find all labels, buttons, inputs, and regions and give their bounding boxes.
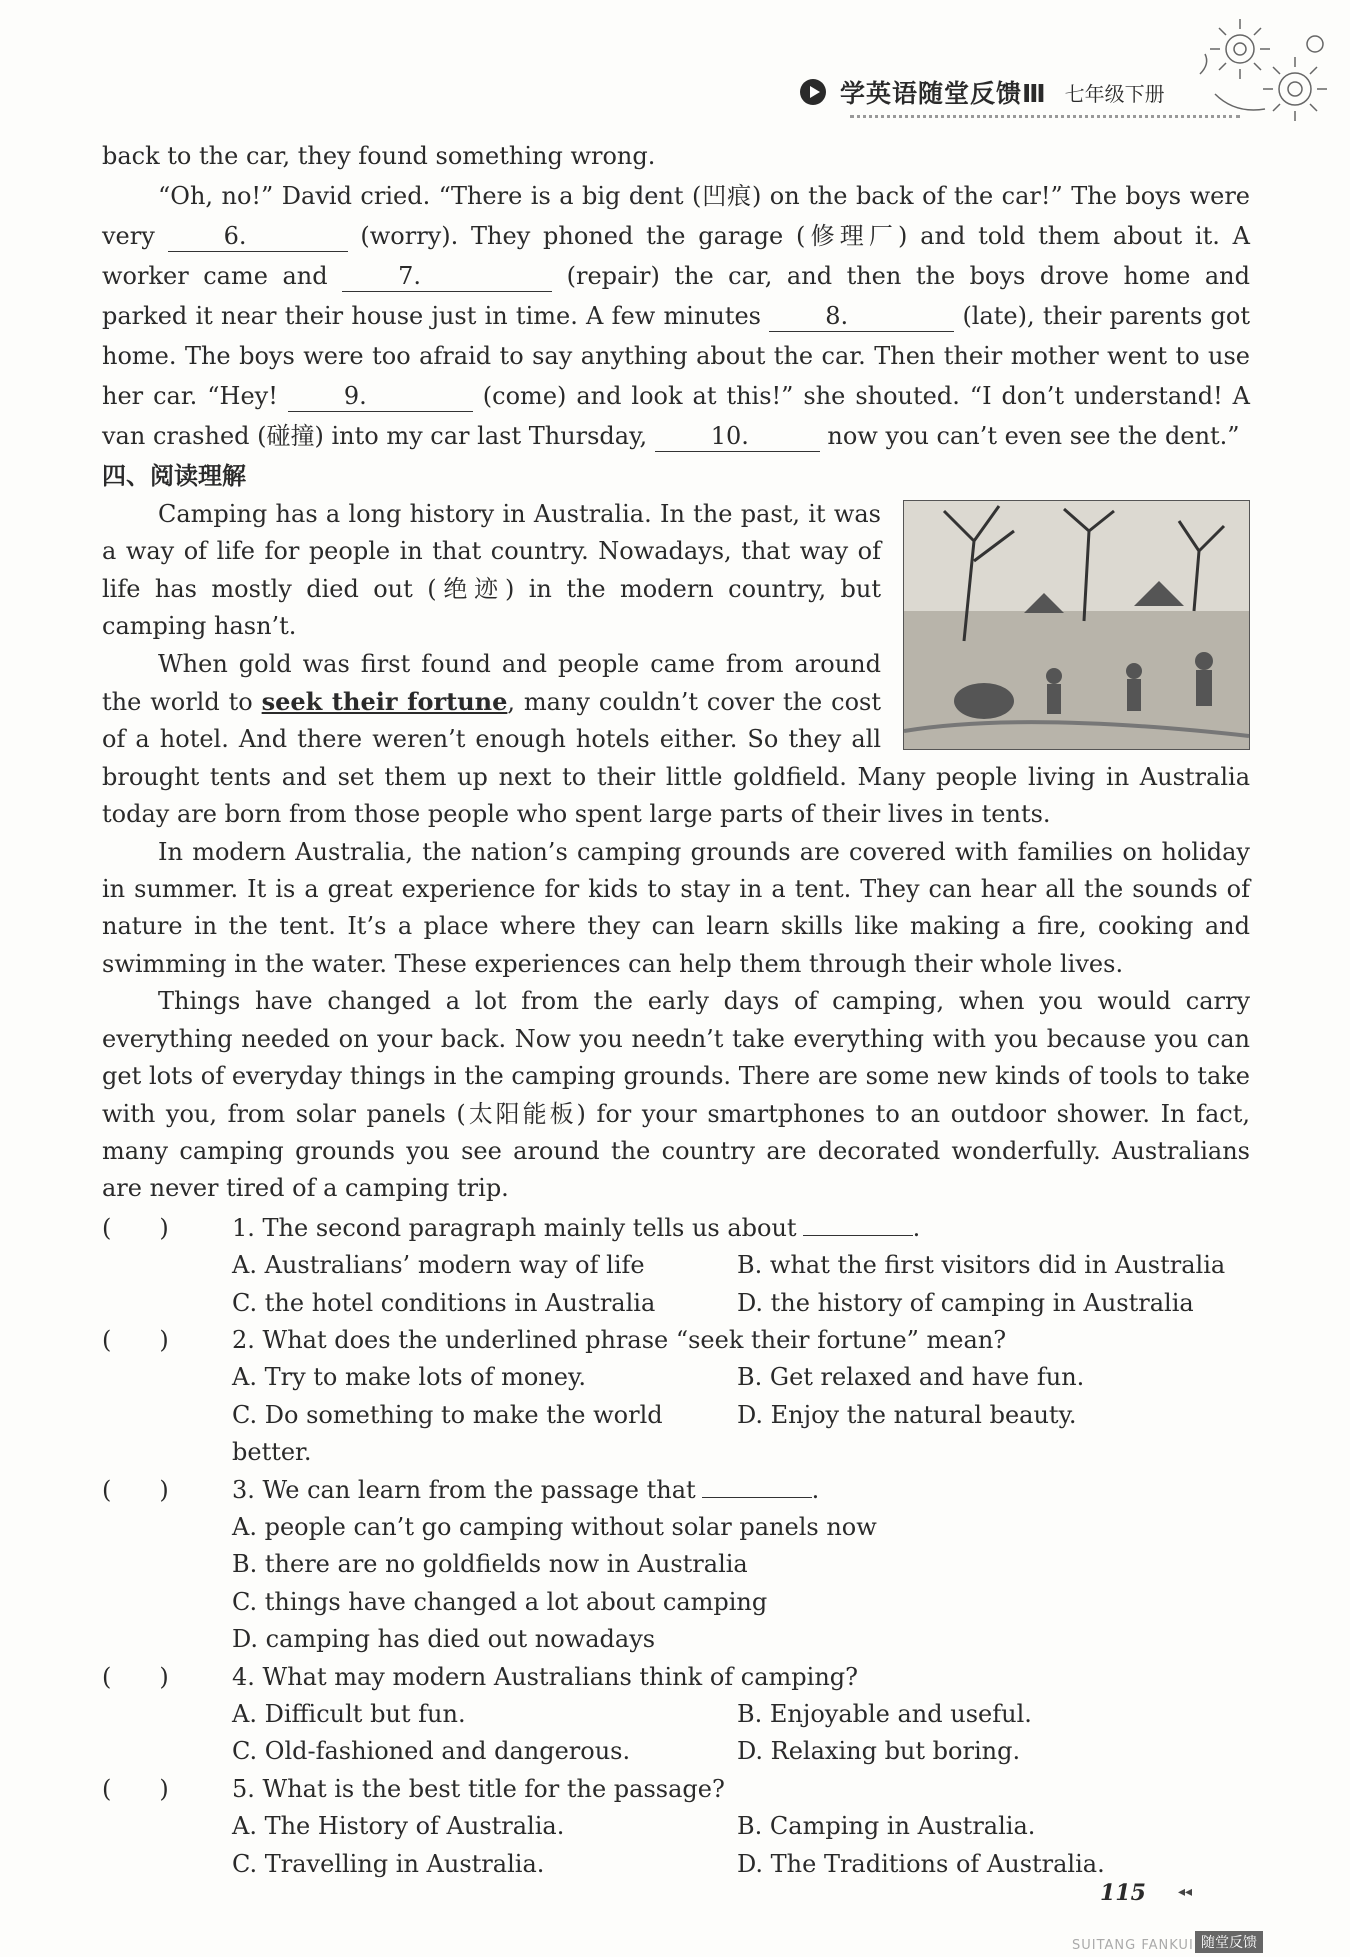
blank-10[interactable]: 10. <box>655 421 820 452</box>
goldfield-illustration <box>903 500 1250 750</box>
question-5: ( ) 5. What is the best title for the passage? <box>102 1771 1250 1808</box>
question-list <box>102 1210 1250 1883</box>
option-a[interactable]: A. Australians’ modern way of life <box>232 1251 645 1280</box>
option-c[interactable]: C. Old-fashioned and dangerous. <box>232 1737 631 1766</box>
header-divider <box>850 115 1240 118</box>
question-1: ( ) 1. The second paragraph mainly tells us about . <box>102 1210 1250 1247</box>
option-b[interactable]: B. what the first visitors did in Australia <box>737 1251 1226 1280</box>
option-d[interactable]: D. the history of camping in Australia <box>737 1288 1194 1317</box>
reading-paragraph-2: When gold was first found and people came from around the world to seek their fortune, many couldn’t cover the cost of a hotel. And there weren’t enough hotels either. So they all brought tents and set them up next to their little goldfield. Many people living in Australia today are born from those people who spent large parts of their lives in tents. <box>102 649 1250 829</box>
footer-brand-en: SUITANG FANKUI <box>1072 1938 1194 1953</box>
option-b[interactable]: B. Camping in Australia. <box>737 1812 1036 1841</box>
answer-bracket[interactable]: ( ) <box>102 1213 169 1242</box>
answer-bracket[interactable]: ( ) <box>102 1774 169 1803</box>
option-a[interactable]: A. The History of Australia. <box>232 1812 565 1841</box>
blank-8[interactable]: 8. <box>769 301 954 332</box>
reading-passage <box>102 496 1250 1208</box>
option-c[interactable]: C. Travelling in Australia. <box>232 1849 545 1878</box>
play-icon <box>800 79 826 105</box>
blank-7[interactable]: 7. <box>342 261 552 292</box>
options-q2 <box>232 1359 1250 1471</box>
option-d[interactable]: D. camping has died out nowadays <box>232 1625 656 1654</box>
arrow-left-icon: ◂◂ <box>1178 1884 1193 1900</box>
reading-paragraph-3: In modern Australia, the nation’s camping grounds are covered with families on holiday in summer. It is a great experience for kids to stay in a tent. They can hear all the sounds of nature in the tent. It’s a place where they can learn skills like making a fire, cooking and swimming in the water. These experiences can help them through their whole lives. <box>102 837 1250 978</box>
page-content <box>102 136 1250 1883</box>
flower-decoration-icon <box>1195 14 1345 144</box>
book-title: 学英语随堂反馈Ⅲ <box>840 79 1047 108</box>
option-a[interactable]: A. people can’t go camping without solar panels now <box>232 1512 877 1541</box>
question-4: ( ) 4. What may modern Australians think of camping? <box>102 1659 1250 1696</box>
blank-9[interactable]: 9. <box>288 381 473 412</box>
answer-blank[interactable] <box>803 1235 913 1236</box>
option-c[interactable]: C. the hotel conditions in Australia <box>232 1288 656 1317</box>
option-d[interactable]: D. The Traditions of Australia. <box>737 1849 1105 1878</box>
answer-bracket[interactable]: ( ) <box>102 1662 169 1691</box>
option-c[interactable]: C. Do something to make the world better. <box>232 1400 663 1467</box>
options-q1 <box>232 1247 1250 1322</box>
answer-bracket[interactable]: ( ) <box>102 1325 169 1354</box>
footer-brand-badge: 随堂反馈 <box>1195 1931 1263 1953</box>
passage-line: back to the car, they found something wrong. <box>102 142 656 170</box>
blank-6[interactable]: 6. <box>168 221 348 252</box>
answer-bracket[interactable]: ( ) <box>102 1475 169 1504</box>
header-title <box>800 74 1165 110</box>
answer-blank[interactable] <box>702 1497 812 1498</box>
question-3: ( ) 3. We can learn from the passage that . <box>102 1472 1250 1509</box>
option-a[interactable]: A. Difficult but fun. <box>232 1700 466 1728</box>
question-2: ( ) 2. What does the underlined phrase “seek their fortune” mean? <box>102 1322 1250 1359</box>
cloze-paragraph: “Oh, no!” David cried. “There is a big dent (凹痕) on the back of the car!” The boys were very 6. (worry). They phoned the garage (修理厂) and told them about it. A worker came and 7. (repair) the car, and then the boys drove home and parked it near their house just in time. A few minutes 8. (late), their parents got home. The boys were too afraid to say anything about the car. Then their mother went to use her car. “Hey! 9. (come) and look at this!” she shouted. “I don’t understand! A van crashed (碰撞) into my car last Thursday, 10. now you can’t even see the dent.” <box>102 182 1251 450</box>
underlined-phrase: seek their fortune <box>261 687 508 717</box>
option-d[interactable]: D. Relaxing but boring. <box>737 1737 1021 1766</box>
section-title: 四、阅读理解 <box>102 462 246 490</box>
option-c[interactable]: C. things have changed a lot about camping <box>232 1587 768 1616</box>
option-b[interactable]: B. Enjoyable and useful. <box>737 1700 1032 1728</box>
reading-paragraph-4: Things have changed a lot from the early days of camping, when you would carry everything needed on your back. Now you needn’t take everything with you because you can get lots of everyday things in the camping grounds. There are some new kinds of tools to take with you, from solar panels (太阳能板) for your smartphones to an outdoor shower. In fact, many camping grounds you see around the country are decorated wonderfully. Australians are never tired of a camping trip. <box>102 987 1250 1203</box>
option-a[interactable]: A. Try to make lots of money. <box>232 1363 586 1392</box>
options-q4 <box>232 1696 1250 1771</box>
option-b[interactable]: B. there are no goldfields now in Australia <box>232 1550 748 1579</box>
options-q3 <box>232 1509 1250 1659</box>
option-d[interactable]: D. Enjoy the natural beauty. <box>737 1400 1077 1429</box>
options-q5 <box>232 1808 1250 1883</box>
option-b[interactable]: B. Get relaxed and have fun. <box>737 1363 1085 1392</box>
book-grade: 七年级下册 <box>1064 81 1165 106</box>
page-number: 115 <box>1100 1880 1146 1906</box>
reading-paragraph-1: Camping has a long history in Australia. In the past, it was a way of life for people in that country. Nowadays, that way of life has mostly died out (绝迹) in the modern country, but camping hasn’t. <box>102 500 881 641</box>
